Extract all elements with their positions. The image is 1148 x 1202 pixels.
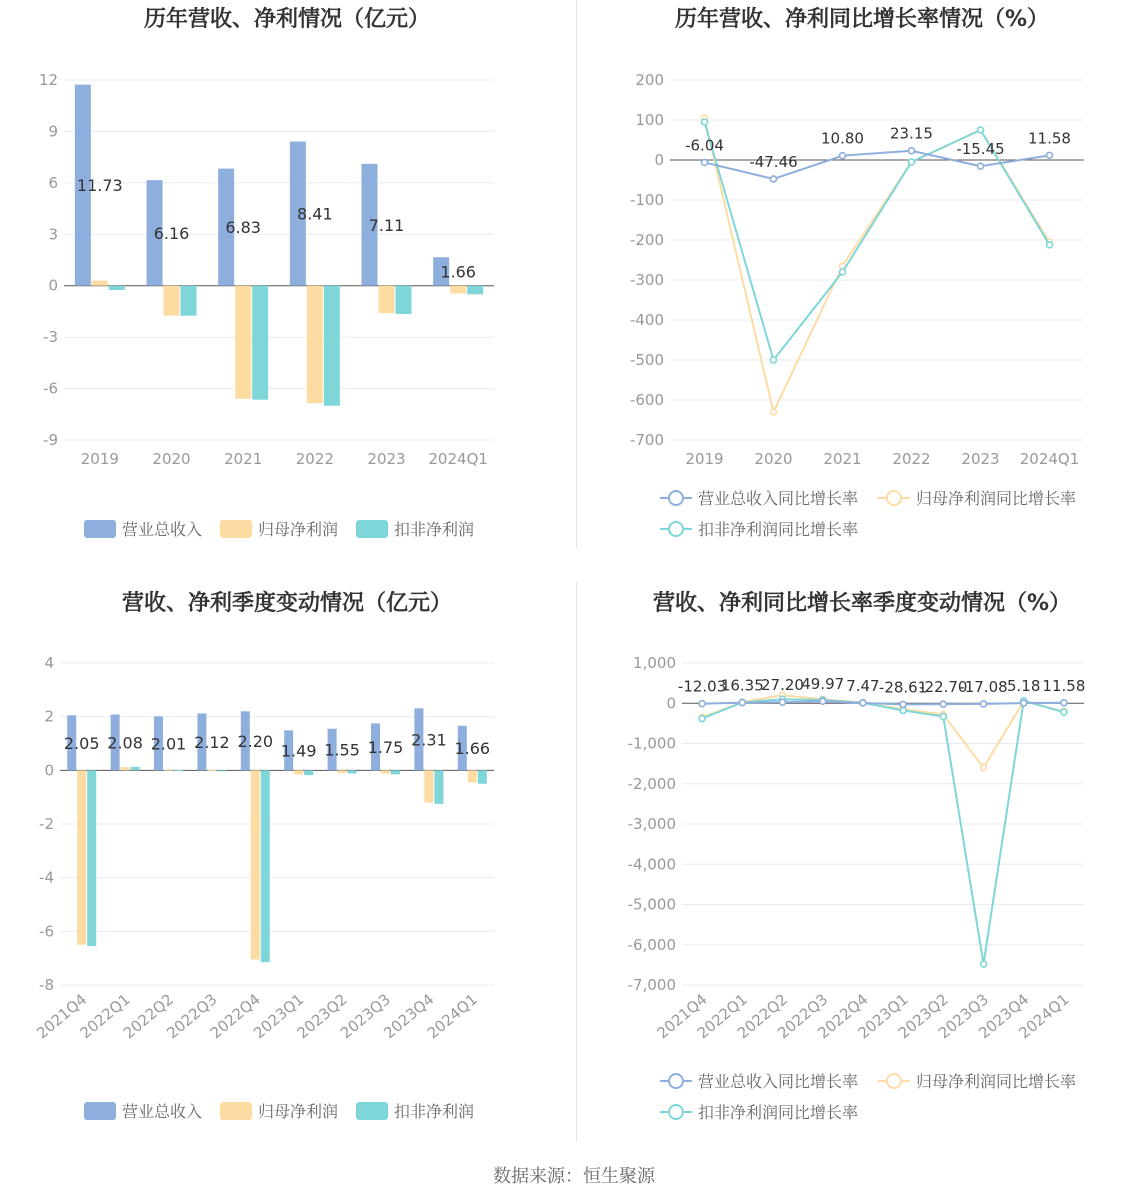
data-point [978, 163, 984, 169]
x-tick-label: 2021 [823, 450, 862, 468]
legend-label: 扣非净利润同比增长率 [698, 1103, 859, 1122]
data-label: 8.41 [297, 204, 333, 224]
bar [207, 770, 216, 771]
y-tick-label: -7,000 [627, 976, 676, 994]
data-point [1047, 152, 1053, 158]
x-tick-label: 2024Q1 [1015, 990, 1073, 1043]
x-tick-label: 2022Q3 [774, 990, 832, 1043]
chart-title: 历年营收、净利情况（亿元） [143, 7, 430, 32]
data-label: 1.55 [324, 740, 360, 760]
x-tick-label: 2022 [295, 450, 334, 468]
y-tick-label: -5,000 [627, 895, 676, 914]
x-tick-label: 2023Q1 [854, 990, 912, 1043]
y-tick-label: 9 [48, 122, 58, 141]
data-point [699, 701, 705, 707]
bar [252, 286, 268, 400]
data-label: -17.08 [959, 677, 1008, 696]
legend-swatch [356, 1102, 388, 1120]
bar [217, 770, 226, 771]
x-tick-label: 2023Q2 [894, 990, 952, 1043]
data-point [1061, 700, 1067, 706]
bar [307, 286, 323, 403]
x-tick-label: 2023Q3 [934, 990, 993, 1043]
legend-label: 营业总收入同比增长率 [698, 1072, 859, 1091]
x-tick-label: 2020 [152, 450, 191, 468]
bar [391, 770, 400, 774]
bar [235, 286, 251, 399]
data-point [702, 119, 708, 125]
data-label: -6.04 [685, 136, 724, 155]
bar [294, 770, 303, 774]
y-tick-label: 12 [38, 71, 58, 89]
data-label: 11.58 [1028, 129, 1071, 148]
x-tick-label: 2023Q4 [380, 990, 438, 1043]
data-point [840, 153, 846, 159]
data-point [940, 714, 946, 720]
y-tick-label: -500 [629, 351, 664, 369]
bar [251, 770, 260, 959]
y-tick-label: 4 [44, 654, 54, 672]
data-point [699, 716, 705, 722]
data-point [981, 765, 987, 771]
data-point [940, 701, 946, 707]
bar [92, 281, 108, 286]
legend-label: 营业总收入 [122, 520, 203, 539]
y-tick-label: 100 [635, 111, 664, 129]
x-tick-label: 2022Q2 [119, 990, 178, 1043]
data-label: 16.35 [720, 676, 764, 695]
bar [77, 770, 86, 944]
data-label: 11.58 [1042, 676, 1086, 695]
bar [121, 767, 130, 770]
chart-title: 营收、净利季度变动情况（亿元） [121, 591, 452, 616]
bar [478, 770, 487, 783]
bar [338, 770, 347, 773]
y-tick-label: -3 [43, 328, 58, 347]
bar [467, 286, 483, 295]
bar [396, 286, 412, 314]
y-tick-label: -400 [629, 311, 664, 329]
data-label: 1.75 [367, 737, 404, 757]
data-label: 49.97 [801, 675, 845, 694]
legend-swatch [669, 522, 683, 536]
x-tick-label: 2021Q4 [653, 990, 711, 1043]
data-source-note: 数据来源：恒生聚源 [493, 1166, 655, 1187]
data-label: -22.70 [919, 678, 968, 697]
bar [381, 770, 390, 773]
x-tick-label: 2023Q2 [293, 990, 351, 1043]
data-point [739, 700, 745, 706]
y-tick-label: -6,000 [627, 935, 676, 954]
data-label: 5.18 [1006, 677, 1041, 696]
data-point [981, 701, 987, 707]
y-tick-label: -6 [39, 922, 54, 941]
y-tick-label: 1,000 [633, 654, 676, 672]
x-tick-label: 2024Q1 [423, 990, 481, 1043]
chart-title: 营收、净利同比增长率季度变动情况（%） [652, 591, 1072, 616]
bar [348, 770, 357, 773]
legend-label: 扣非净利润 [394, 520, 475, 539]
legend-label: 归母净利润同比增长率 [916, 1072, 1077, 1091]
annual-growth-line-chart [576, 0, 1148, 560]
data-point [702, 159, 708, 165]
y-tick-label: -300 [629, 271, 664, 289]
legend-swatch [220, 1102, 252, 1120]
legend-label: 扣非净利润同比增长率 [698, 520, 859, 539]
bar [434, 770, 443, 804]
data-label: -28.61 [878, 678, 928, 697]
bar [174, 770, 183, 771]
data-label: 2.31 [411, 730, 447, 750]
data-point [771, 409, 777, 415]
data-point [981, 961, 987, 967]
data-point [820, 698, 826, 704]
data-label: 6.16 [153, 223, 190, 243]
y-tick-label: -6 [43, 379, 58, 398]
data-point [771, 176, 777, 182]
y-tick-label: -700 [629, 431, 664, 449]
y-tick-label: 2 [44, 707, 54, 726]
data-point [780, 699, 786, 705]
data-point [900, 707, 906, 713]
data-label: -47.46 [749, 152, 798, 171]
y-tick-label: -2,000 [627, 774, 676, 793]
legend-label: 营业总收入 [122, 1102, 203, 1121]
data-label: 23.15 [890, 124, 933, 143]
bar [261, 770, 270, 962]
data-label: -12.03 [677, 677, 727, 696]
bar [164, 770, 173, 771]
legend-swatch [84, 520, 116, 538]
data-label: 1.66 [454, 739, 491, 759]
data-label: 7.47 [846, 676, 880, 695]
x-tick-label: 2019 [80, 450, 119, 468]
data-point [909, 148, 915, 154]
y-tick-label: -600 [629, 391, 664, 409]
bar [450, 286, 466, 294]
quarterly-growth-panel [576, 584, 1148, 1144]
data-point [909, 159, 915, 165]
x-tick-label: 2022Q4 [814, 990, 872, 1043]
data-label: 1.49 [280, 741, 317, 761]
x-tick-label: 2022 [892, 450, 931, 468]
x-tick-label: 2022Q3 [163, 990, 221, 1043]
data-label: 7.11 [368, 215, 405, 235]
x-tick-label: 2022Q2 [733, 990, 792, 1043]
bar [468, 770, 477, 782]
annual-bar-chart [0, 0, 574, 560]
y-tick-label: -3,000 [627, 815, 676, 833]
data-label: -15.45 [956, 140, 1005, 159]
bar [304, 770, 313, 775]
bar [424, 770, 433, 802]
data-label: 2.20 [237, 731, 274, 751]
series-line [702, 701, 1064, 704]
legend-swatch [356, 520, 388, 538]
legend-label: 归母净利润 [258, 1102, 339, 1121]
bar [379, 286, 395, 313]
y-tick-label: 0 [48, 276, 58, 295]
legend-swatch [84, 1102, 116, 1120]
bar [164, 286, 180, 316]
legend-label: 归母净利润 [258, 520, 339, 539]
quarterly-growth-line-chart [576, 584, 1148, 1144]
bar [87, 770, 96, 946]
quarterly-bar-chart [0, 584, 574, 1144]
y-tick-label: 6 [48, 173, 58, 192]
data-point [978, 127, 984, 133]
data-point [900, 701, 906, 707]
y-tick-label: -9 [43, 431, 58, 449]
data-point [860, 700, 866, 706]
y-tick-label: -2 [39, 815, 54, 833]
legend-swatch [220, 520, 252, 538]
y-tick-label: -4,000 [627, 855, 676, 874]
y-tick-label: 0 [654, 151, 664, 169]
data-point [1021, 700, 1027, 706]
data-label: 6.83 [225, 218, 261, 238]
y-tick-label: 3 [48, 225, 58, 244]
x-tick-label: 2023Q4 [975, 990, 1033, 1043]
data-label: 11.73 [76, 176, 123, 196]
annual-growth-panel [576, 0, 1148, 560]
x-tick-label: 2023 [367, 450, 406, 468]
data-point [1047, 242, 1053, 248]
x-tick-label: 2024Q1 [428, 450, 488, 468]
bar [109, 286, 125, 290]
series-line [702, 699, 1064, 964]
annual-revenue-profit-panel [0, 0, 574, 560]
legend-swatch [669, 1105, 683, 1119]
legend-swatch [887, 491, 901, 505]
data-label: 2.01 [150, 734, 187, 754]
x-tick-label: 2022Q4 [206, 990, 264, 1043]
legend-label: 扣非净利润 [394, 1102, 475, 1121]
y-tick-label: 0 [666, 694, 676, 713]
data-point [771, 357, 777, 363]
x-tick-label: 2022Q1 [76, 990, 134, 1043]
x-tick-label: 2023Q3 [336, 990, 395, 1043]
x-tick-label: 2024Q1 [1019, 450, 1080, 468]
legend-label: 归母净利润同比增长率 [916, 489, 1077, 508]
legend-label: 营业总收入同比增长率 [698, 489, 859, 508]
y-tick-label: 0 [44, 761, 54, 780]
quarterly-revenue-profit-panel [0, 584, 574, 1144]
bar [181, 286, 197, 316]
data-label: 1.66 [440, 262, 476, 282]
data-label: 10.80 [821, 129, 864, 148]
y-tick-label: -100 [629, 191, 664, 209]
data-point [840, 269, 846, 275]
y-tick-label: -1,000 [627, 734, 676, 753]
x-tick-label: 2022Q1 [693, 990, 751, 1043]
data-label: 2.08 [107, 733, 143, 753]
x-tick-label: 2021 [224, 450, 263, 468]
x-tick-label: 2023 [961, 450, 1000, 468]
legend-swatch [669, 491, 683, 505]
y-tick-label: -4 [39, 868, 54, 887]
x-tick-label: 2021Q4 [33, 990, 91, 1043]
bar [324, 286, 340, 406]
y-tick-label: 200 [635, 71, 664, 89]
x-tick-label: 2023Q1 [250, 990, 308, 1043]
data-label: 27.20 [761, 676, 804, 695]
legend-swatch [887, 1074, 901, 1088]
data-label: 2.12 [194, 732, 230, 752]
data-label: 2.05 [63, 733, 100, 753]
y-tick-label: -200 [629, 231, 664, 249]
data-point [1061, 709, 1067, 715]
legend-swatch [669, 1074, 683, 1088]
bar [131, 767, 140, 770]
chart-title: 历年营收、净利同比增长率情况（%） [674, 7, 1050, 32]
x-tick-label: 2019 [685, 450, 724, 468]
y-tick-label: -8 [39, 976, 54, 994]
x-tick-label: 2020 [754, 450, 793, 468]
